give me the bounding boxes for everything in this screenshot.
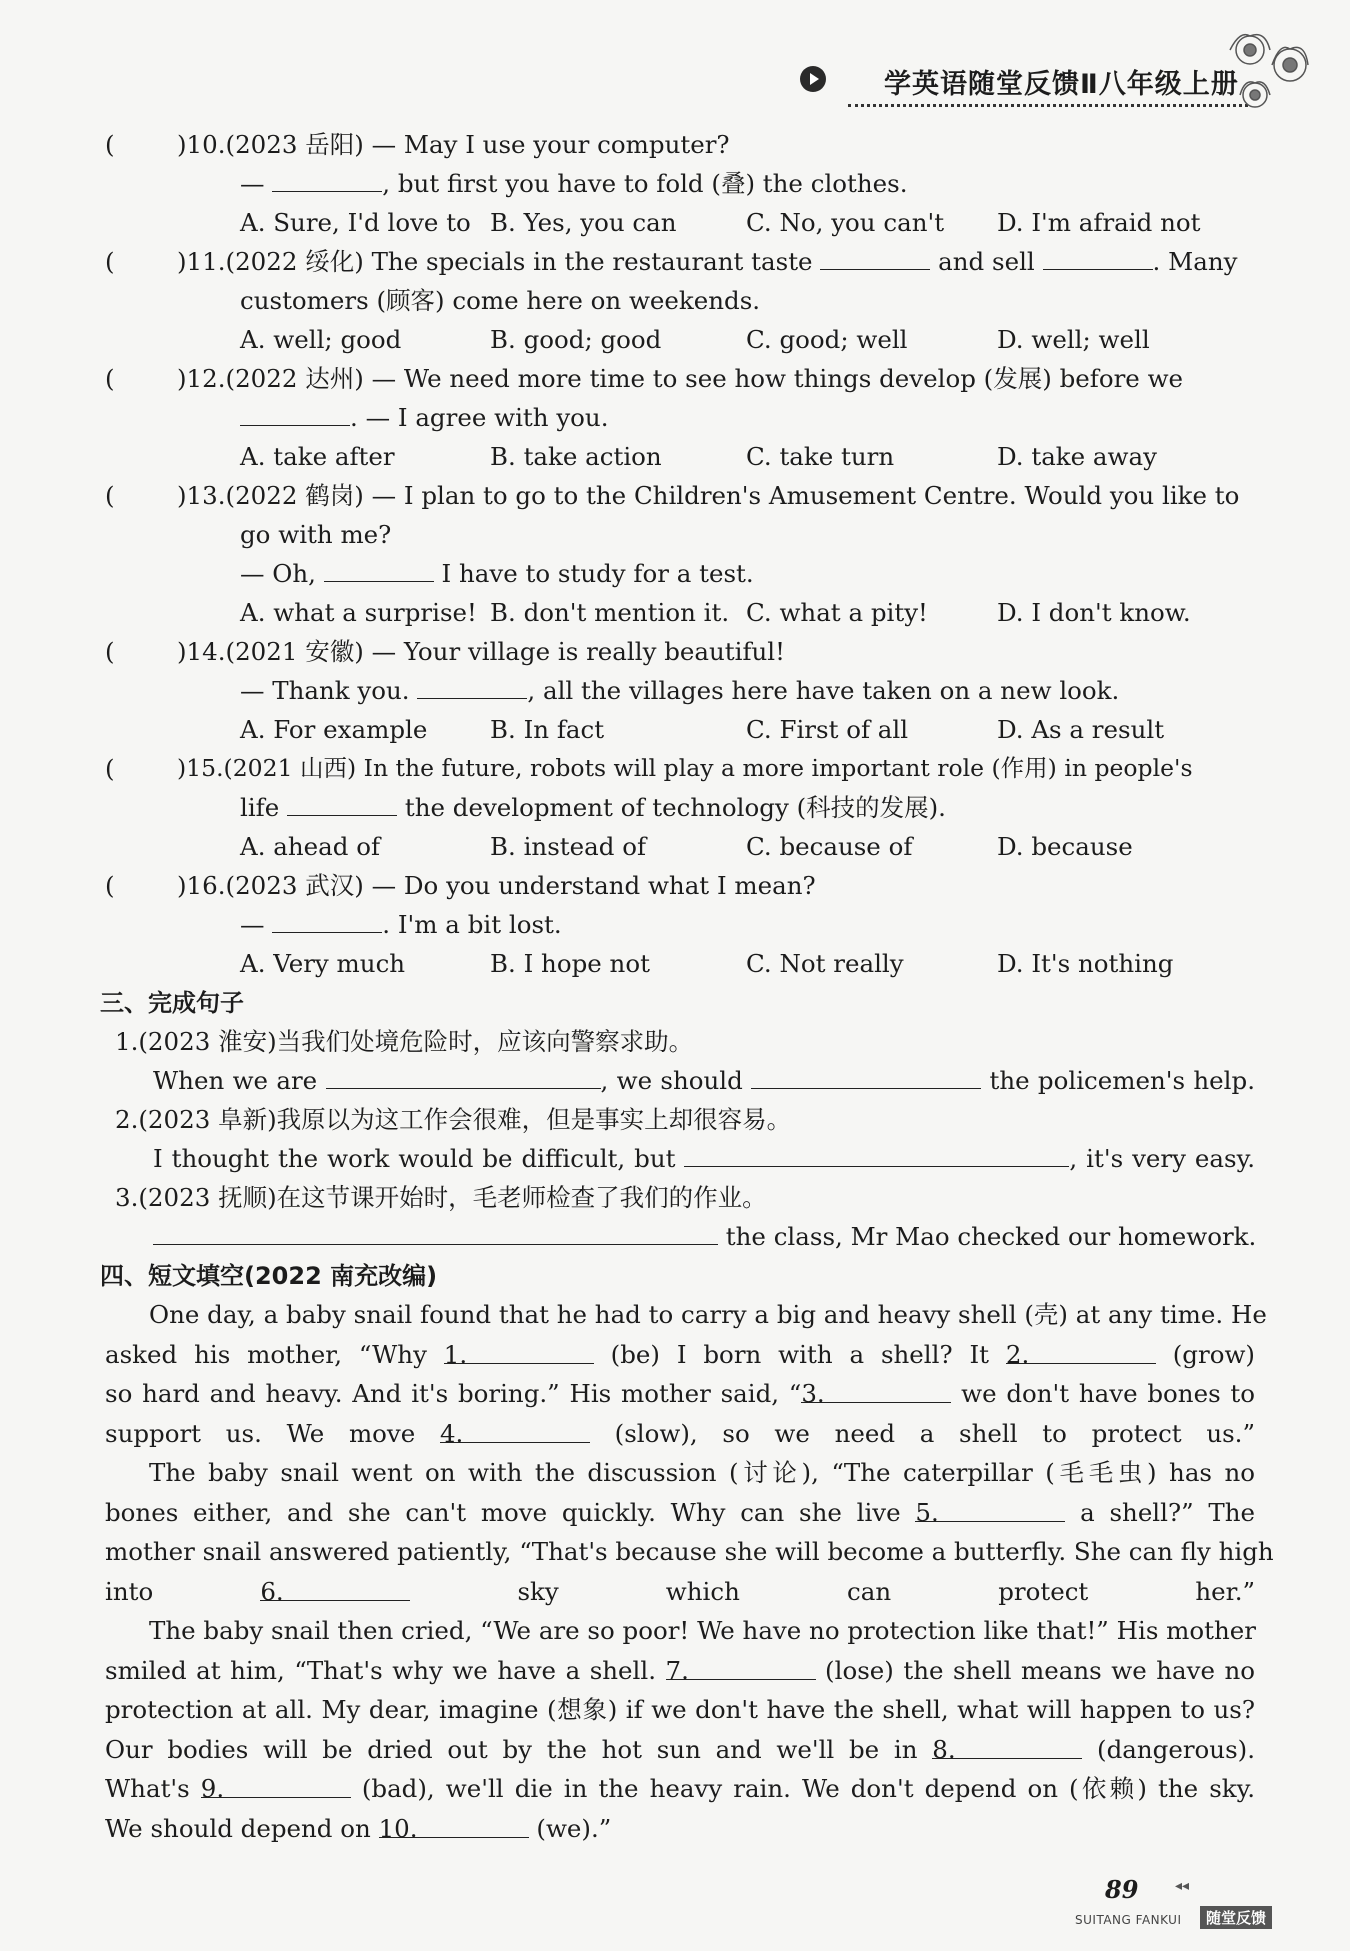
option-c[interactable]: C. First of all xyxy=(746,715,909,744)
answer-paren[interactable]: ( xyxy=(105,481,115,510)
sentence-2-cn: 2.(2023 阜新)我原以为这工作会很难，但是事实上却很容易。 xyxy=(115,1105,792,1134)
option-a[interactable]: A. Very much xyxy=(240,949,406,978)
header-title: 学英语随堂反馈Ⅱ八年级上册 xyxy=(884,69,1239,100)
answer-paren[interactable]: ( xyxy=(105,130,115,159)
sentence-3-cn: 3.(2023 抚顺)在这节课开始时，毛老师检查了我们的作业。 xyxy=(115,1183,767,1212)
option-b[interactable]: B. don't mention it. xyxy=(490,598,730,627)
option-b[interactable]: B. In fact xyxy=(490,715,605,744)
answer-blank[interactable] xyxy=(324,555,434,582)
option-a[interactable]: A. ahead of xyxy=(240,832,381,861)
passage-text: bones either, and she can't move quickly. Why can she live xyxy=(105,1497,916,1527)
question-15-line1: ( )15.(2021 山西) In the future, robots will play a more important role (作用) in people's xyxy=(105,749,1255,788)
passage-text: asked his mother, “Why xyxy=(105,1339,444,1369)
passage-line xyxy=(105,1730,1255,1770)
option-c[interactable]: C. take turn xyxy=(746,442,895,471)
passage-text: (dangerous). xyxy=(1082,1734,1255,1764)
sentence-2-en: I thought the work would be difficult, but , it's very easy. xyxy=(105,1139,1255,1178)
arrow-icon: ◂◂ xyxy=(1175,1878,1190,1894)
option-a[interactable]: A. Sure, I'd love to xyxy=(240,208,471,237)
option-a[interactable]: A. For example xyxy=(240,715,428,744)
question-number: )10. xyxy=(177,130,226,159)
passage-text: What's xyxy=(105,1774,201,1803)
question-13-line3: — Oh, I have to study for a test. xyxy=(105,554,1255,593)
passage-text: we don't have bones to xyxy=(951,1379,1255,1408)
option-c[interactable]: C. because of xyxy=(746,832,913,861)
option-d[interactable]: D. I'm afraid not xyxy=(997,208,1201,237)
option-d[interactable]: D. I don't know. xyxy=(997,598,1191,627)
passage-text: One day, a baby snail found that he had to carry a big and heavy shell (壳) at any time. He xyxy=(149,1300,1267,1329)
passage xyxy=(105,1295,1274,1848)
answer-blank[interactable] xyxy=(272,906,382,933)
option-c[interactable]: C. Not really xyxy=(746,949,904,978)
passage-text: mother snail answered patiently, “That's because she will become a butterfly. She can fly high xyxy=(105,1537,1274,1566)
header xyxy=(800,60,1270,110)
option-a[interactable]: A. what a surprise! xyxy=(240,598,477,627)
passage-text: (bad), we'll die in the heavy rain. We don't depend on (依赖) the sky. xyxy=(350,1774,1255,1803)
question-16-options xyxy=(105,944,1255,983)
passage-text: (lose) the shell means we have no xyxy=(815,1655,1255,1685)
passage-line xyxy=(105,1611,1255,1651)
passage-line xyxy=(105,1769,1255,1809)
answer-paren[interactable]: ( xyxy=(105,754,115,783)
question-14-line1: ( )14.(2021 安徽) — Your village is really beautiful! xyxy=(105,632,1255,671)
option-c[interactable]: C. No, you can't xyxy=(746,208,945,237)
option-b[interactable]: B. I hope not xyxy=(490,949,650,978)
fill-blank[interactable]: 10. xyxy=(379,1809,529,1838)
passage-text: smiled at him, “That's why we have a shell. xyxy=(105,1655,666,1685)
question-12-line2: . — I agree with you. xyxy=(105,398,1255,437)
answer-blank[interactable] xyxy=(272,165,382,192)
passage-line xyxy=(105,1335,1255,1375)
question-11-options xyxy=(105,320,1255,359)
passage-text: into xyxy=(105,1576,261,1606)
footer-brand-en: SUITANG FANKUI xyxy=(1075,1913,1182,1927)
question-13-line2: go with me? xyxy=(240,520,392,549)
fill-blank[interactable]: 2. xyxy=(1006,1335,1156,1364)
question-text: — May I use your computer? xyxy=(371,130,730,159)
option-d[interactable]: D. It's nothing xyxy=(997,949,1174,978)
play-icon xyxy=(800,66,826,92)
passage-text: sky which can protect her.” xyxy=(410,1576,1256,1606)
question-10-line1 xyxy=(105,125,1255,164)
passage-text: The baby snail then cried, “We are so poor! We have no protection like that!” His mother xyxy=(149,1616,1256,1645)
question-10-line2: — , but first you have to fold (叠) the clothes. xyxy=(105,164,1255,203)
sentence-1-cn: 1.(2023 淮安)当我们处境危险时，应该向警察求助。 xyxy=(115,1027,694,1056)
passage-line xyxy=(105,1690,1255,1730)
passage-line xyxy=(105,1651,1255,1691)
option-b[interactable]: B. instead of xyxy=(490,832,647,861)
passage-line xyxy=(105,1493,1255,1533)
passage-text: We should depend on xyxy=(105,1813,379,1843)
answer-blank[interactable] xyxy=(240,399,350,426)
question-13-options xyxy=(105,593,1255,632)
question-14-options xyxy=(105,710,1255,749)
passage-text: so hard and heavy. And it's boring.” His mother said, “ xyxy=(105,1379,802,1408)
passage-text: (be) I born with a shell? It xyxy=(593,1339,1006,1369)
question-15-options xyxy=(105,827,1255,866)
passage-text: (we).” xyxy=(528,1813,612,1843)
answer-paren[interactable]: ( xyxy=(105,364,115,393)
question-13-line1: ( )13.(2022 鹤岗) — I plan to go to the Children's Amusement Centre. Would you like to xyxy=(105,476,1255,515)
footer-brand-cn: 随堂反馈 xyxy=(1200,1906,1272,1929)
option-d[interactable]: D. well; well xyxy=(997,325,1150,354)
option-a[interactable]: A. take after xyxy=(240,442,395,471)
answer-paren[interactable]: ( xyxy=(105,637,115,666)
passage-text: Our bodies will be dried out by the hot sun and we'll be in xyxy=(105,1734,933,1764)
question-12-line1: ( )12.(2022 达州) — We need more time to see how things develop (发展) before we xyxy=(105,359,1255,398)
answer-blank[interactable] xyxy=(326,1062,601,1089)
question-12-options xyxy=(105,437,1255,476)
option-d[interactable]: D. take away xyxy=(997,442,1157,471)
question-11-line1: ( )11.(2022 绥化) The specials in the restaurant taste and sell . Many xyxy=(105,242,1255,281)
answer-blank[interactable] xyxy=(684,1140,1069,1167)
fill-blank[interactable]: 6. xyxy=(260,1572,410,1601)
passage-line xyxy=(105,1453,1255,1493)
fill-blank[interactable]: 1. xyxy=(444,1335,594,1364)
sentence-1-en: When we are , we should the policemen's help. xyxy=(105,1061,1255,1100)
question-11-line2: customers (顾客) come here on weekends. xyxy=(240,286,761,315)
option-c[interactable]: C. good; well xyxy=(746,325,908,354)
passage-line xyxy=(105,1572,1255,1612)
flower-decoration-icon xyxy=(1210,20,1330,130)
option-b[interactable]: B. good; good xyxy=(490,325,662,354)
section-3-heading: 三、完成句子 xyxy=(100,989,244,1017)
fill-blank[interactable]: 7. xyxy=(666,1651,816,1680)
answer-paren[interactable]: ( xyxy=(105,247,115,276)
page-number: 89 xyxy=(1105,1875,1139,1904)
passage-line xyxy=(105,1295,1267,1335)
fill-blank[interactable]: 5. xyxy=(915,1493,1065,1522)
option-d[interactable]: D. As a result xyxy=(997,715,1165,744)
passage-line xyxy=(105,1374,1255,1414)
option-d[interactable]: D. because xyxy=(997,832,1133,861)
fill-blank[interactable]: 3. xyxy=(801,1374,951,1403)
section-4-heading: 四、短文填空(2022 南充改编) xyxy=(100,1262,438,1290)
option-b[interactable]: B. Yes, you can xyxy=(490,208,677,237)
question-14-line2: — Thank you. , all the villages here have taken on a new look. xyxy=(105,671,1255,710)
answer-blank[interactable] xyxy=(153,1218,718,1245)
question-10-options xyxy=(105,203,1255,242)
passage-text: The baby snail went on with the discussion (讨论), “The caterpillar (毛毛虫) has no xyxy=(149,1458,1255,1487)
answer-blank[interactable] xyxy=(417,672,527,699)
answer-blank[interactable] xyxy=(820,243,930,270)
fill-blank[interactable]: 9. xyxy=(201,1769,351,1798)
option-a[interactable]: A. well; good xyxy=(240,325,402,354)
question-16-line1: ( )16.(2023 武汉) — Do you understand what I mean? xyxy=(105,866,1255,905)
option-c[interactable]: C. what a pity! xyxy=(746,598,928,627)
answer-blank[interactable] xyxy=(751,1062,981,1089)
fill-blank[interactable]: 8. xyxy=(932,1730,1082,1759)
header-divider xyxy=(848,104,1248,107)
passage-line xyxy=(105,1532,1274,1572)
fill-blank[interactable]: 4. xyxy=(440,1414,590,1443)
answer-blank[interactable] xyxy=(1043,243,1153,270)
question-15-line2: life the development of technology (科技的发展). xyxy=(105,788,1255,827)
sentence-3-en: the class, Mr Mao checked our homework. xyxy=(105,1217,1255,1256)
passage-text: a shell?” The xyxy=(1065,1497,1255,1527)
question-source: (2023 岳阳) xyxy=(225,130,364,159)
answer-blank[interactable] xyxy=(287,789,397,816)
passage-text: protection at all. My dear, imagine (想象) if we don't have the shell, what will happen to us? xyxy=(105,1695,1255,1724)
question-16-line2: — . I'm a bit lost. xyxy=(105,905,1255,944)
passage-text: support us. We move xyxy=(105,1418,440,1448)
passage-text: (grow) xyxy=(1155,1339,1255,1369)
passage-text: (slow), so we need a shell to protect us.” xyxy=(589,1418,1255,1448)
passage-line xyxy=(105,1809,1255,1849)
answer-paren[interactable]: ( xyxy=(105,871,115,900)
option-b[interactable]: B. take action xyxy=(490,442,662,471)
exercise-content xyxy=(100,125,1274,1848)
passage-line xyxy=(105,1414,1255,1454)
